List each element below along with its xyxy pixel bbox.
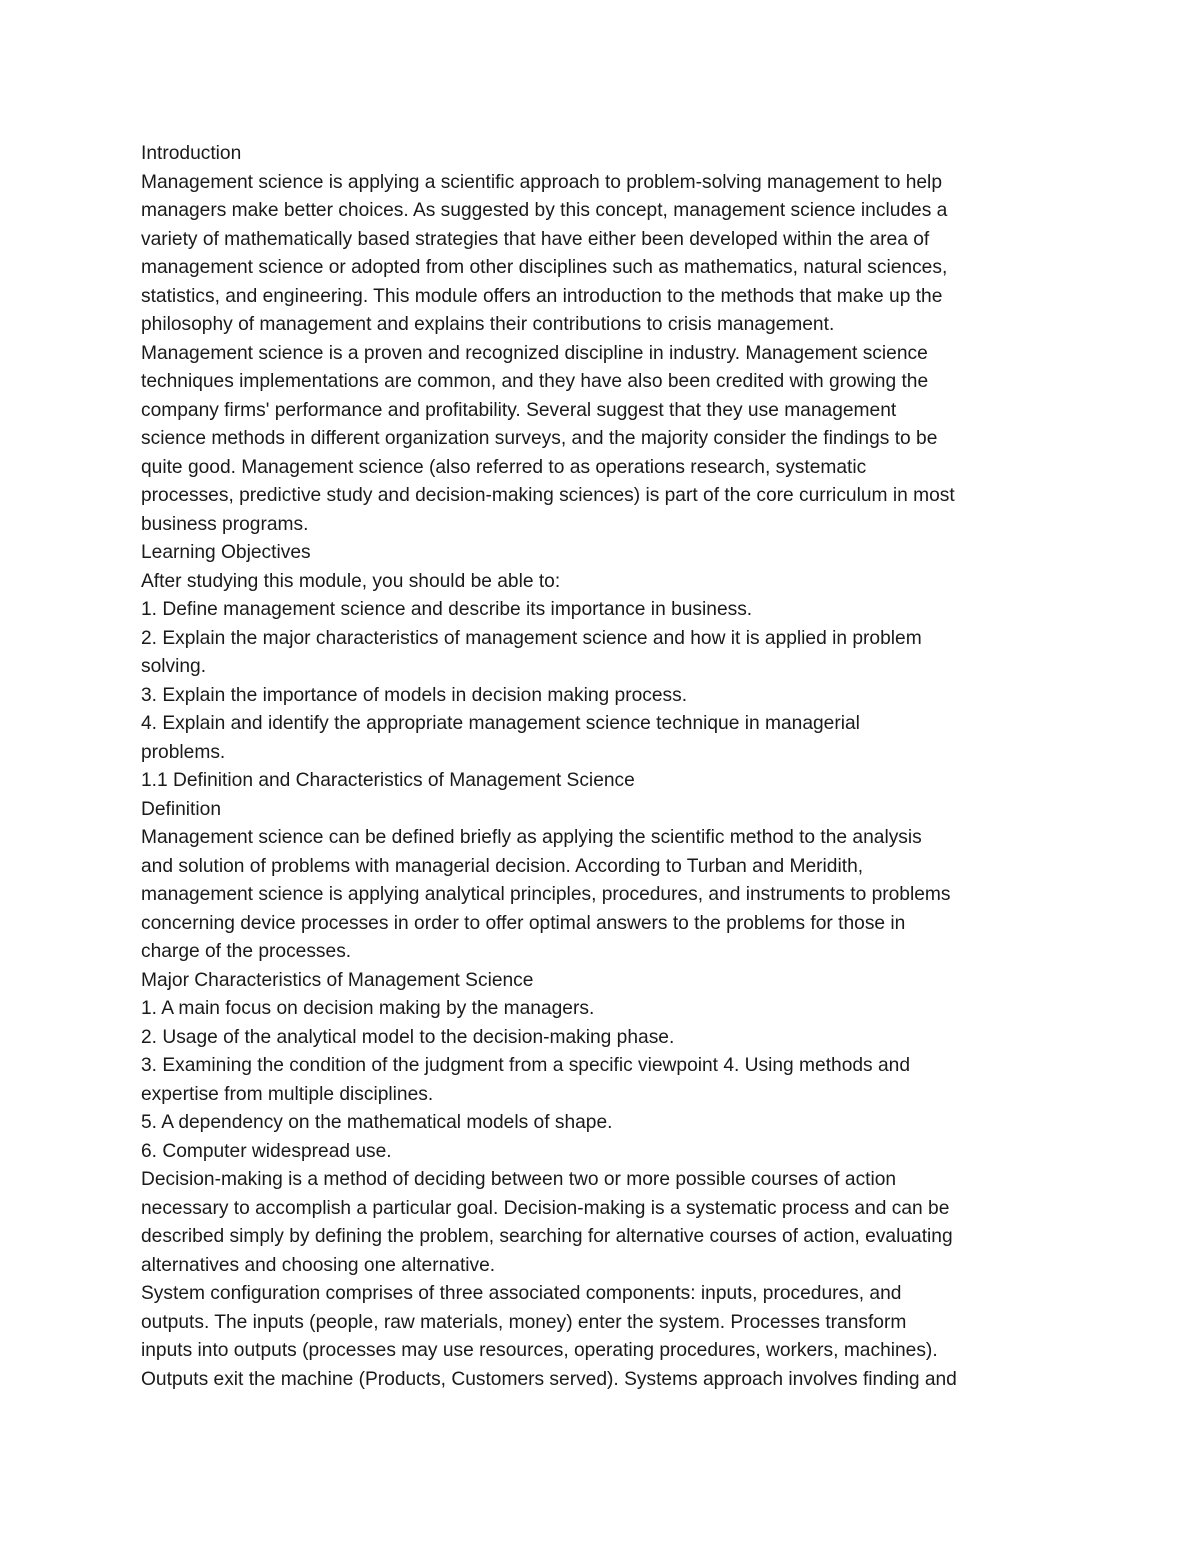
text-line: 2. Usage of the analytical model to the decision-making phase.: [141, 1026, 675, 1048]
text-line: Definition: [141, 798, 221, 820]
text-line: 1.1 Definition and Characteristics of Management Science: [141, 770, 635, 791]
text-line: managers make better choices. As suggested by this concept, management science includes a: [141, 200, 948, 221]
text-line: Learning Objectives: [141, 542, 311, 563]
text-line: Decision-making is a method of deciding between two or more possible courses of action: [141, 1169, 897, 1190]
text-line: described simply by defining the problem, searching for alternative courses of action, evaluating: [141, 1226, 953, 1247]
text-line: science methods in different organization surveys, and the majority consider the findings to be: [141, 428, 938, 449]
text-line: 3. Examining the condition of the judgment from a specific viewpoint 4. Using methods and: [141, 1055, 910, 1076]
text-line: solving.: [141, 656, 207, 677]
text-line: 4. Explain and identify the appropriate management science technique in managerial: [141, 713, 860, 734]
text-line: 6. Computer widespread use.: [141, 1140, 392, 1162]
text-line: expertise from multiple disciplines.: [141, 1083, 434, 1105]
text-line: business programs.: [141, 513, 309, 535]
text-line: techniques implementations are common, and they have also been credited with growing the: [141, 371, 929, 392]
text-line: company firms' performance and profitability. Several suggest that they use management: [141, 399, 897, 421]
text-line: variety of mathematically based strategies that have either been developed within the area of: [141, 228, 930, 250]
text-line: Management science is applying a scientific approach to problem-solving management to help: [141, 171, 942, 193]
text-line: 2. Explain the major characteristics of management science and how it is applied in problem: [141, 627, 922, 649]
text-line: management science or adopted from other disciplines such as mathematics, natural sciences,: [141, 257, 948, 278]
text-line: necessary to accomplish a particular goal. Decision-making is a systematic process and can be: [141, 1197, 950, 1219]
text-line: and solution of problems with managerial decision. According to Turban and Meridith,: [141, 855, 864, 877]
text-line: Management science is a proven and recognized discipline in industry. Management science: [141, 342, 928, 364]
text-line: Major Characteristics of Management Science: [141, 969, 534, 991]
text-line: inputs into outputs (processes may use resources, operating procedures, workers, machines).: [141, 1340, 938, 1361]
text-line: quite good. Management science (also referred to as operations research, systematic: [141, 456, 867, 478]
text-line: System configuration comprises of three associated components: inputs, procedures, and: [141, 1283, 902, 1304]
text-line: After studying this module, you should be able to:: [141, 570, 561, 592]
text-line: 5. A dependency on the mathematical models of shape.: [141, 1112, 613, 1133]
text-line: 1. Define management science and describe its importance in business.: [141, 599, 753, 620]
text-line: problems.: [141, 741, 226, 763]
text-line: Management science can be defined briefly as applying the scientific method to the analysis: [141, 827, 922, 848]
text-line: Outputs exit the machine (Products, Customers served). Systems approach involves finding and: [141, 1368, 957, 1390]
text-line: 3. Explain the importance of models in decision making process.: [141, 684, 688, 706]
text-line: concerning device processes in order to offer optimal answers to the problems for those in: [141, 912, 906, 934]
text-line: management science is applying analytical principles, procedures, and instruments to problems: [141, 884, 951, 905]
text-line: 1. A main focus on decision making by the managers.: [141, 998, 595, 1019]
text-line: philosophy of management and explains their contributions to crisis management.: [141, 314, 835, 335]
text-line: Introduction: [141, 143, 242, 164]
document-body: [141, 140, 1071, 1394]
text-line: statistics, and engineering. This module offers an introduction to the methods that make up the: [141, 285, 943, 307]
text-line: processes, predictive study and decision-making sciences) is part of the core curriculum in most: [141, 485, 955, 506]
text-line: outputs. The inputs (people, raw materials, money) enter the system. Processes transform: [141, 1311, 907, 1333]
text-line: charge of the processes.: [141, 941, 352, 962]
text-line: alternatives and choosing one alternative.: [141, 1254, 496, 1276]
